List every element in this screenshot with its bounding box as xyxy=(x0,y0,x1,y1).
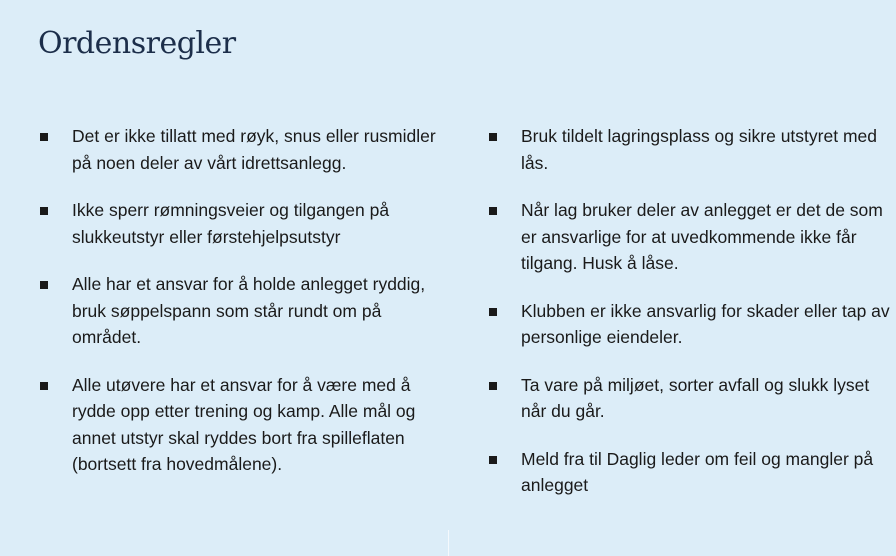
rule-text: Bruk tildelt lagringsplass og sikre utstyret med lås. xyxy=(521,126,877,173)
rule-item xyxy=(38,123,448,176)
rule-text: Når lag bruker deler av anlegget er det de som er ansvarlige for at uvedkommende ikke får tilgang. Husk å låse. xyxy=(521,200,883,273)
rule-item xyxy=(38,197,448,250)
square-bullet-icon xyxy=(489,308,497,316)
rule-item xyxy=(487,446,896,499)
rule-item xyxy=(487,123,896,176)
rule-text: Ikke sperr rømningsveier og tilgangen på slukkeutstyr eller førstehjelpsutstyr xyxy=(72,200,390,247)
rules-list-right xyxy=(487,123,896,520)
rule-item xyxy=(487,298,896,351)
square-bullet-icon xyxy=(40,207,48,215)
rules-list-left xyxy=(38,123,448,499)
square-bullet-icon xyxy=(489,207,497,215)
rule-text: Klubben er ikke ansvarlig for skader eller tap av personlige eiendeler. xyxy=(521,300,890,347)
rule-item xyxy=(487,372,896,425)
square-bullet-icon xyxy=(489,133,497,141)
rule-text: Alle utøvere har et ansvar for å være med å rydde opp etter trening og kamp. Alle mål og annet utstyr skal ryddes bort fra spilleflaten (bortsett fra hovedmålene). xyxy=(72,374,416,474)
square-bullet-icon xyxy=(489,382,497,390)
rule-text: Det er ikke tillatt med røyk, snus eller rusmidler på noen deler av vårt idrettsanlegg. xyxy=(72,126,436,173)
rule-text: Alle har et ansvar for å holde anlegget ryddig, bruk søppelspann som står rundt om på området. xyxy=(72,274,426,347)
rule-item xyxy=(38,372,448,478)
page-title: Ordensregler xyxy=(38,26,236,61)
rule-text: Meld fra til Daglig leder om feil og mangler på anlegget xyxy=(521,448,874,495)
square-bullet-icon xyxy=(40,382,48,390)
square-bullet-icon xyxy=(40,281,48,289)
square-bullet-icon xyxy=(489,456,497,464)
rule-item xyxy=(487,197,896,277)
rule-item xyxy=(38,271,448,351)
column-divider xyxy=(448,530,449,556)
rule-text: Ta vare på miljøet, sorter avfall og slukk lyset når du går. xyxy=(521,374,870,421)
square-bullet-icon xyxy=(40,133,48,141)
